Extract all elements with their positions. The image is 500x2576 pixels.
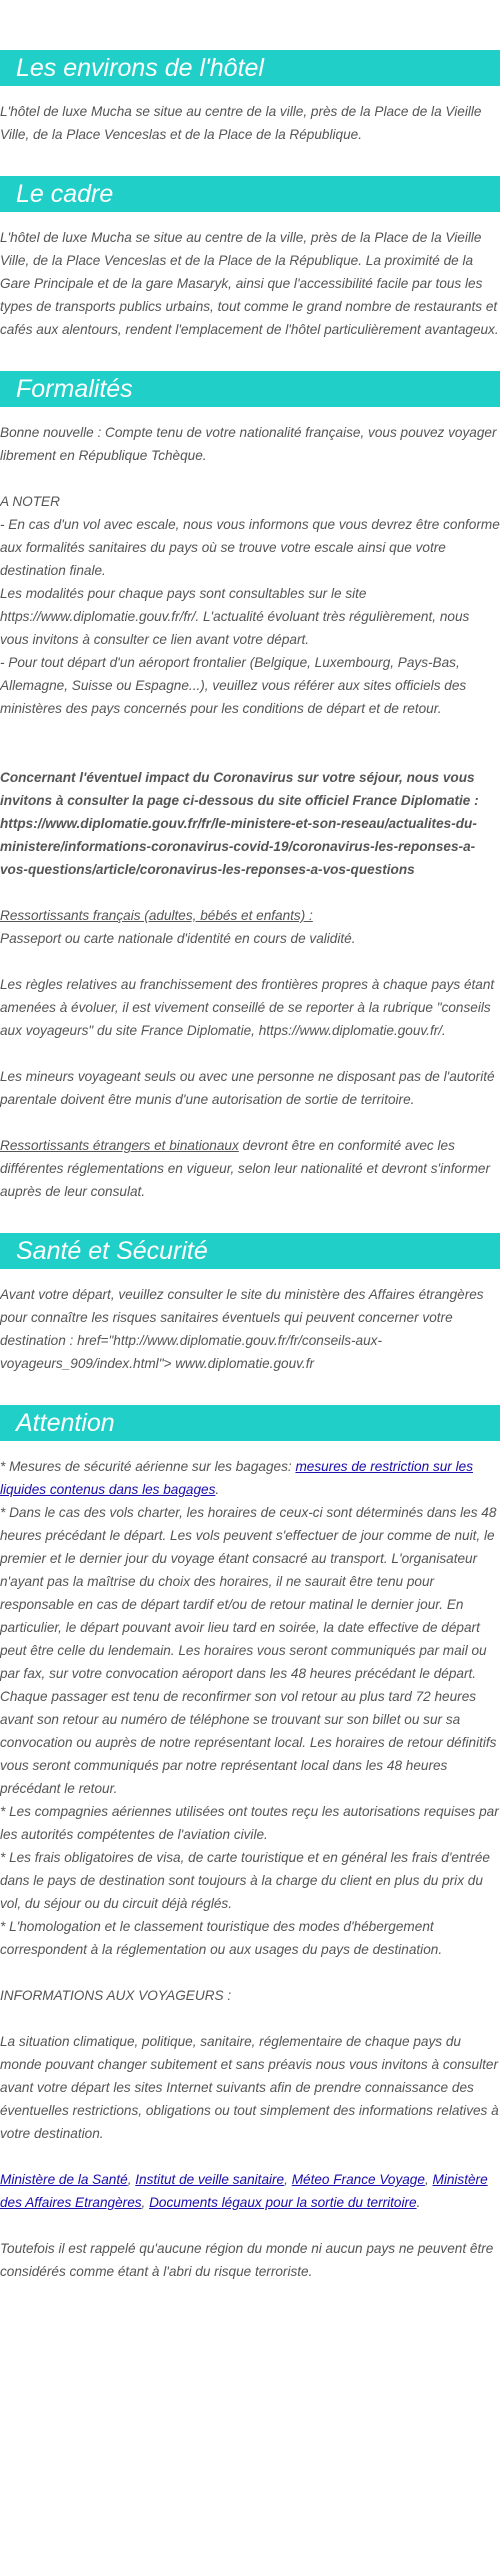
ressortissants-text: Passeport ou carte nationale d'identité en cours de validité. <box>0 931 356 946</box>
mesures-restriction-link[interactable]: mesures de restriction sur les liquides contenus dans les bagages <box>0 1459 473 1497</box>
link-sep: , <box>284 2172 292 2187</box>
link-institut-veille[interactable]: Institut de veille sanitaire <box>135 2172 285 2187</box>
link-sep: , <box>127 2172 136 2187</box>
mesures-prefix: * Mesures de sécurité aérienne sur les bagages: <box>0 1459 296 1474</box>
regles-frontieres: Les règles relatives au franchissement des frontières propres à chaque pays étant amenées à évoluer, il est vivement conseillé de se reporter à la rubrique "conseils aux voyageurs" du site France Diplomatie, https://www.diplomatie.gouv.fr/. <box>0 977 495 1038</box>
section-cadre <box>0 176 500 341</box>
ressortissants-title: Ressortissants français (adultes, bébés et enfants) : <box>0 908 313 923</box>
section-formalites <box>0 371 500 1203</box>
section-title-sante: Santé et Sécurité <box>0 1233 500 1269</box>
note-title: A NOTER <box>0 494 60 509</box>
links-end: . <box>416 2195 421 2210</box>
etrangers-text <box>0 1134 500 1203</box>
link-documents-legaux[interactable]: Documents légaux pour la sortie du territoire <box>149 2195 417 2210</box>
compagnies-aeriennes: * Les compagnies aériennes utilisées ont toutes reçu les autorisations requises par les autorités compétentes de l'aviation civile. <box>0 1804 499 1842</box>
section-title-cadre: Le cadre <box>0 176 500 212</box>
note-escale: - En cas d'un vol avec escale, nous vous informons que vous devrez être conforme aux formalités sanitaires du pays où se trouve votre escale ainsi que votre destination finale. <box>0 517 500 578</box>
link-ministere-sante[interactable]: Ministère de la Santé <box>0 2172 128 2187</box>
link-sep: , <box>141 2195 150 2210</box>
section-title-formalites: Formalités <box>0 371 500 407</box>
note-frontalier: - Pour tout départ d'un aéroport frontalier (Belgique, Luxembourg, Pays-Bas, Allemagne, Suisse ou Espagne...), veuillez vous référer aux sites officiels des ministères des pays concernés pour les conditions de départ et de retour. <box>0 655 467 716</box>
note-modalites: Les modalités pour chaque pays sont consultables sur le site https://www.diplomatie.gouv.fr/fr/. L'actualité évoluant très régulièrement, nous vous invitons à consulter ce lien avant votre départ. <box>0 586 470 647</box>
homologation: * L'homologation et le classement touristique des modes d'hébergement correspondent à la réglementation ou aux usages du pays de destination. <box>0 1919 443 1957</box>
link-meteo-france[interactable]: Méteo France Voyage <box>291 2172 425 2187</box>
etrangers-rest: devront être en conformité avec les différentes réglementations en vigueur, selon leur nationalité et devront s'informer auprès de leur consulat. <box>0 1138 490 1199</box>
cadre-text: L'hôtel de luxe Mucha se situe au centre de la ville, près de la Place de la Vieille Ville, de la Place Venceslas et de la Place de la République. La proximité de la Gare Principale et de la gare Masaryk, ainsi que l'accessibilité facile par tous les types de transports publics urbains, tout comme le grand nombre de restaurants et cafés aux alentours, rendent l'emplacement de l'hôtel particulièrement avantageux. <box>0 230 499 337</box>
vols-charter: * Dans le cas des vols charter, les horaires de ceux-ci sont déterminés dans les 48 heures précédant le départ. Les vols peuvent s'effectuer de jour comme de nuit, le premier et le dernier jour du voyage étant consacré au transport. L'organisateur n'ayant pas la maîtrise du choix des horaires, il ne saurait être tenu pour responsable en cas de départ tardif et/ou de retour matinal le dernier jour. En particulier, le départ pouvant avoir lieu tard en soirée, la date effective de départ peut être celle du lendemain. Les horaires vous seront communiqués par mail ou par fax, sur votre convocation aéroport dans les 48 heures précédant le départ. Chaque passager est tenu de reconfirmer son vol retour au plus tard 72 heures avant son retour au numéro de téléphone se trouvant sur son billet ou sur sa convocation ou auprès de notre représentant local. Les horaires de retour définitifs vous seront communiqués par notre représentant local dans les 48 heures précédant le retour. <box>0 1505 497 1796</box>
section-sante <box>0 1233 500 1375</box>
frais-obligatoires: * Les frais obligatoires de visa, de carte touristique et en général les frais d'entrée dans le pays de destination sont toujours à la charge du client en plus du prix du vol, du séjour ou du circuit déjà réglés. <box>0 1850 490 1911</box>
environs-text: L'hôtel de luxe Mucha se situe au centre de la ville, près de la Place de la Vieille Ville, de la Place Venceslas et de la Place de la République. <box>0 104 482 142</box>
link-sep: , <box>424 2172 433 2187</box>
mineurs-text: Les mineurs voyageant seuls ou avec une personne ne disposant pas de l'autorité parentale doivent être munis d'une autorisation de sortie de territoire. <box>0 1069 495 1107</box>
mesures-suffix: . <box>215 1482 220 1497</box>
etrangers-label: Ressortissants étrangers et binationaux <box>0 1138 239 1153</box>
formalites-intro: Bonne nouvelle : Compte tenu de votre nationalité française, vous pouvez voyager librement en République Tchèque. <box>0 425 497 463</box>
section-attention <box>0 1405 500 2283</box>
link-affaires-etrangeres[interactable]: Ministère des Affaires Etrangères <box>0 2172 488 2210</box>
official-links <box>0 2168 500 2214</box>
section-environs <box>0 50 500 146</box>
covid-notice: Concernant l'éventuel impact du Coronavirus sur votre séjour, nous vous invitons à consulter la page ci-dessous du site officiel France Diplomatie : https://www.diplomatie.gouv.fr/fr/le-ministere-et-son-reseau/actualites-du-ministere/informations-coronavirus-covid-19/coronavirus-les-reponses-a-vos-questions/article/coronavirus-les-reponses-a-vos-questions <box>0 770 479 877</box>
situation-text: La situation climatique, politique, sanitaire, réglementaire de chaque pays du monde pouvant changer subitement et sans préavis nous vous invitons à consulter avant votre départ les sites Internet suivants afin de prendre connaissance des éventuelles restrictions, obligations ou tout simplement des informations relatives à votre destination. <box>0 2034 499 2141</box>
sante-text: Avant votre départ, veuillez consulter le site du ministère des Affaires étrangères pour connaître les risques sanitaires éventuels qui peuvent concerner votre destination : href="http://www.diplomatie.gouv.fr/fr/conseils-aux-voyageurs_909/index.html"> www.diplomatie.gouv.fr <box>0 1287 484 1371</box>
section-title-environs: Les environs de l'hôtel <box>0 50 500 86</box>
section-title-attention: Attention <box>0 1405 500 1441</box>
info-voyageurs-title: INFORMATIONS AUX VOYAGEURS : <box>0 1988 232 2003</box>
terror-warning: Toutefois il est rappelé qu'aucune région du monde ni aucun pays ne peuvent être considérés comme étant à l'abri du risque terroriste. <box>0 2241 494 2279</box>
mesures-securite <box>0 1455 500 1501</box>
